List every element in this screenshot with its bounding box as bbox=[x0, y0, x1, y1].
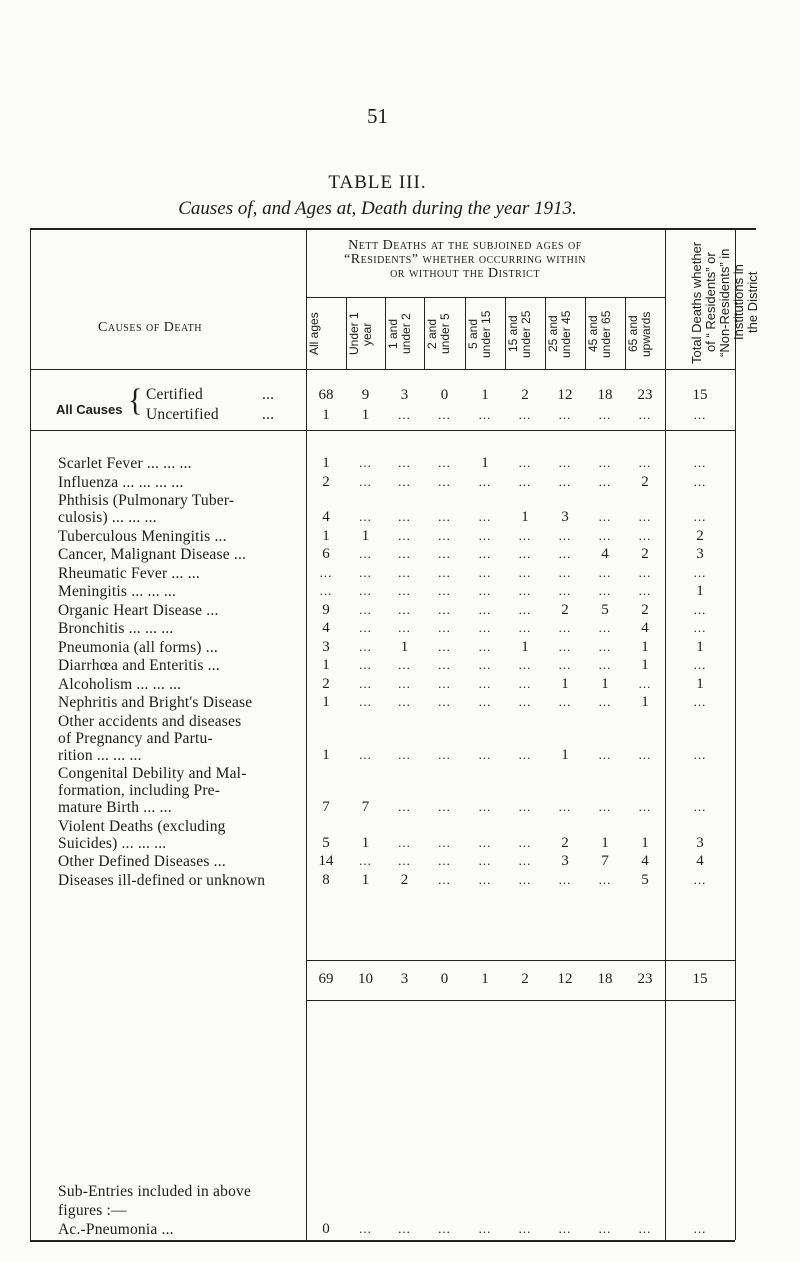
cause-value: ... bbox=[438, 657, 451, 672]
cause-value: 4 bbox=[641, 853, 649, 869]
cause-value: ... bbox=[598, 638, 612, 654]
cause-value: ... bbox=[398, 473, 411, 489]
cause-value: ... bbox=[518, 871, 532, 887]
cause-value: ... bbox=[518, 694, 532, 709]
cause-value: ... bbox=[359, 853, 372, 868]
certified-value: 0 bbox=[440, 387, 449, 403]
cause-value: 1 bbox=[641, 694, 649, 710]
cause-value: ... bbox=[598, 509, 612, 524]
cause-value: ... bbox=[638, 746, 652, 762]
cause-value: 1 bbox=[561, 746, 569, 763]
cause-label: Diseases ill-defined or unknown bbox=[58, 871, 266, 889]
cause-value: ... bbox=[638, 583, 652, 598]
cause-value: 7 bbox=[322, 799, 330, 815]
cause-value: 2 bbox=[641, 601, 649, 618]
table-title: TABLE III. bbox=[328, 172, 427, 193]
all-causes-brace: { bbox=[128, 383, 143, 418]
cause-value: 2 bbox=[322, 473, 330, 490]
cause-value: ... bbox=[398, 527, 411, 543]
cause-label: rition ... ... ... bbox=[58, 746, 142, 764]
uncertified-value: 1 bbox=[361, 407, 370, 423]
cause-value: ... bbox=[478, 583, 492, 598]
sub-entries-value: ... bbox=[478, 1221, 492, 1236]
header-causes: Causes of Death bbox=[98, 320, 202, 335]
cause-value: ... bbox=[398, 455, 411, 470]
cause-value: ... bbox=[359, 620, 372, 635]
total-value: 69 bbox=[318, 971, 334, 987]
cause-value: ... bbox=[398, 657, 411, 672]
cause-value: ... bbox=[558, 564, 572, 580]
cause-value: 4 bbox=[322, 620, 330, 636]
cause-value: ... bbox=[438, 694, 451, 709]
cause-value: ... bbox=[693, 746, 707, 762]
cause-value: ... bbox=[518, 799, 532, 814]
cause-value: ... bbox=[518, 834, 532, 850]
cause-label: formation, including Pre- bbox=[58, 782, 221, 799]
total-value: 2 bbox=[521, 971, 529, 987]
cause-value: ... bbox=[518, 546, 532, 561]
cause-value: ... bbox=[638, 675, 652, 691]
uncertified-value: ... bbox=[598, 407, 612, 422]
cause-value: ... bbox=[598, 657, 612, 672]
cause-value: ... bbox=[598, 564, 612, 580]
cause-value: ... bbox=[478, 509, 492, 524]
uncertified-value: 1 bbox=[322, 407, 330, 423]
header-total-deaths: Total Deaths whether of “ Residents” or “Non-Residents” in Institutions in the District bbox=[689, 241, 760, 364]
cause-value: 1 bbox=[361, 871, 370, 888]
cause-value: 3 bbox=[322, 638, 330, 655]
cause-value: ... bbox=[438, 853, 451, 868]
cause-value: ... bbox=[558, 638, 572, 654]
cause-value: 5 bbox=[641, 871, 649, 888]
cause-value: ... bbox=[693, 455, 707, 470]
cause-value: ... bbox=[359, 583, 372, 598]
cause-label: Violent Deaths (excluding bbox=[58, 817, 226, 835]
cause-label: culosis) ... ... ... bbox=[58, 509, 157, 526]
bottom-rule bbox=[30, 1240, 735, 1242]
cause-value: ... bbox=[693, 620, 707, 635]
cause-value: ... bbox=[398, 853, 411, 868]
cause-value: ... bbox=[558, 620, 572, 635]
cause-value: 2 bbox=[561, 601, 569, 618]
cause-label: Suicides) ... ... ... bbox=[58, 834, 167, 852]
cause-value: ... bbox=[598, 799, 612, 814]
causes-divider bbox=[306, 229, 307, 1240]
cause-value: ... bbox=[478, 620, 492, 635]
sub-entries-value: ... bbox=[359, 1221, 372, 1236]
cause-value: ... bbox=[398, 620, 411, 635]
cause-value: 6 bbox=[322, 546, 330, 562]
cause-value: ... bbox=[359, 546, 372, 561]
certified-value: 23 bbox=[637, 387, 653, 403]
sub-entries-value: ... bbox=[518, 1221, 532, 1236]
cause-value: ... bbox=[558, 583, 572, 598]
cause-value: ... bbox=[359, 694, 372, 709]
cause-value: ... bbox=[359, 657, 372, 672]
cause-value: ... bbox=[398, 799, 411, 814]
cause-value: ... bbox=[398, 694, 411, 709]
uncertified-value: ... bbox=[478, 407, 492, 422]
cause-value: ... bbox=[518, 564, 532, 580]
uncertified-value: ... bbox=[518, 407, 532, 422]
cause-value: ... bbox=[693, 601, 707, 617]
sub-entries-value: ... bbox=[398, 1221, 411, 1236]
header-group-label: Nett Deaths at the subjoined ages of “Residents” whether occurring within or without the District bbox=[344, 238, 586, 281]
age-column-header: 45 and under 65 bbox=[586, 310, 613, 358]
cause-value: ... bbox=[693, 509, 707, 524]
cause-value: 1 bbox=[641, 834, 649, 851]
cause-value: 2 bbox=[400, 871, 409, 888]
cause-value: 1 bbox=[696, 675, 704, 692]
cause-label: Other Defined Diseases ... bbox=[58, 853, 226, 870]
cause-value: 1 bbox=[601, 834, 609, 851]
cause-value: ... bbox=[438, 620, 451, 635]
cause-label: Phthisis (Pulmonary Tuber- bbox=[58, 492, 235, 509]
all-causes-bottom-rule bbox=[30, 430, 735, 431]
cause-value: 3 bbox=[696, 834, 704, 851]
cause-value: ... bbox=[438, 509, 451, 524]
cause-value: ... bbox=[598, 694, 612, 709]
cause-value: ... bbox=[558, 546, 572, 561]
cause-value: ... bbox=[558, 799, 572, 814]
sub-entries-value: 0 bbox=[322, 1221, 330, 1237]
cause-value: ... bbox=[598, 620, 612, 635]
age-column-header: 2 and under 5 bbox=[425, 313, 452, 355]
age-column-header: 25 and under 45 bbox=[546, 310, 573, 358]
cause-value: 4 bbox=[641, 620, 649, 636]
cause-value: 7 bbox=[361, 799, 370, 815]
uncertified-value: ... bbox=[693, 407, 707, 422]
cause-value: ... bbox=[558, 871, 572, 887]
sub-entries-label: figures :— bbox=[58, 1202, 127, 1219]
age-column-header: 1 and under 2 bbox=[386, 313, 413, 355]
cause-value: 1 bbox=[322, 455, 330, 471]
cause-value: ... bbox=[359, 509, 372, 524]
cause-value: ... bbox=[518, 746, 532, 762]
cause-value: 3 bbox=[696, 546, 704, 562]
certified-value: 9 bbox=[361, 387, 370, 403]
total-value: 12 bbox=[557, 971, 573, 987]
cause-value: 4 bbox=[322, 509, 330, 525]
cause-value: 1 bbox=[696, 583, 704, 599]
cause-value: ... bbox=[638, 799, 652, 814]
cause-value: 5 bbox=[601, 601, 609, 618]
certified-dots: ... bbox=[262, 386, 275, 403]
cause-value: ... bbox=[398, 564, 411, 580]
cause-label: Scarlet Fever ... ... ... bbox=[58, 455, 192, 472]
right-border bbox=[735, 229, 736, 1240]
cause-value: 2 bbox=[696, 527, 704, 544]
certified-value: 15 bbox=[692, 387, 708, 403]
cause-value: 1 bbox=[322, 657, 330, 673]
cause-value: ... bbox=[478, 564, 492, 580]
cause-value: ... bbox=[558, 527, 572, 543]
certified-value: 3 bbox=[400, 387, 409, 403]
page-number: 51 bbox=[367, 104, 388, 128]
cause-label: Congenital Debility and Mal- bbox=[58, 765, 247, 782]
cause-label: mature Birth ... ... bbox=[58, 799, 172, 816]
cause-value: ... bbox=[558, 657, 572, 672]
cause-value: ... bbox=[359, 746, 372, 762]
uncertified-value: ... bbox=[398, 407, 411, 422]
cause-value: 4 bbox=[696, 853, 704, 869]
cause-label: Rheumatic Fever ... ... bbox=[58, 564, 200, 582]
cause-value: ... bbox=[359, 675, 372, 691]
cause-value: ... bbox=[359, 473, 372, 489]
cause-label: Pneumonia (all forms) ... bbox=[58, 638, 218, 656]
cause-value: ... bbox=[478, 871, 492, 887]
table-subtitle: Causes of, and Ages at, Death during the year 1913. bbox=[178, 198, 577, 219]
cause-label: Nephritis and Bright's Disease bbox=[58, 694, 253, 711]
cause-value: ... bbox=[478, 853, 492, 868]
uncertified-value: ... bbox=[558, 407, 572, 422]
cause-value: ... bbox=[518, 620, 532, 635]
cause-value: ... bbox=[478, 746, 492, 762]
cause-label: Other accidents and diseases bbox=[58, 712, 242, 730]
sub-entries-value: ... bbox=[693, 1221, 707, 1236]
cause-value: ... bbox=[518, 527, 532, 543]
cause-value: 1 bbox=[521, 509, 529, 525]
cause-value: 1 bbox=[561, 675, 569, 692]
cause-value: ... bbox=[478, 675, 492, 691]
cause-value: ... bbox=[478, 638, 492, 654]
totals-top-rule bbox=[306, 960, 735, 961]
total-value: 3 bbox=[400, 971, 409, 987]
sub-entries-value: ... bbox=[438, 1221, 451, 1236]
cause-value: ... bbox=[359, 638, 372, 654]
cause-value: ... bbox=[518, 657, 532, 672]
cause-value: ... bbox=[438, 583, 451, 598]
cause-value: ... bbox=[518, 473, 532, 489]
cause-value: ... bbox=[398, 583, 411, 598]
age-group-rule bbox=[306, 297, 665, 298]
cause-label: Alcoholism ... ... ... bbox=[58, 675, 182, 693]
cause-label: of Pregnancy and Partu- bbox=[58, 729, 213, 747]
cause-value: 1 bbox=[361, 834, 370, 851]
cause-value: ... bbox=[638, 564, 652, 580]
sub-entries-label: Ac.-Pneumonia ... bbox=[58, 1221, 174, 1238]
cause-value: ... bbox=[693, 473, 707, 489]
cause-value: ... bbox=[398, 509, 411, 524]
cause-value: ... bbox=[438, 473, 451, 489]
top-rule bbox=[30, 228, 756, 230]
cause-value: ... bbox=[693, 694, 707, 709]
certified-value: 12 bbox=[557, 387, 573, 403]
cause-value: ... bbox=[438, 871, 451, 887]
cause-label: Influenza ... ... ... ... bbox=[58, 473, 184, 491]
cause-value: ... bbox=[478, 527, 492, 543]
cause-value: 1 bbox=[641, 638, 649, 655]
cause-value: ... bbox=[598, 871, 612, 887]
cause-value: 2 bbox=[641, 546, 649, 562]
age-column-header: 65 and upwards bbox=[626, 311, 653, 357]
cause-value: 4 bbox=[601, 546, 609, 562]
cause-value: ... bbox=[558, 694, 572, 709]
age-column-header: All ages bbox=[307, 312, 321, 356]
cause-value: ... bbox=[478, 601, 492, 617]
cause-value: 1 bbox=[601, 675, 609, 692]
cause-label: Diarrhœa and Enteritis ... bbox=[58, 657, 220, 674]
cause-label: Organic Heart Disease ... bbox=[58, 601, 219, 619]
cause-value: ... bbox=[598, 746, 612, 762]
cause-value: ... bbox=[478, 799, 492, 814]
age-column-header: 15 and under 25 bbox=[506, 310, 533, 358]
uncertified-value: ... bbox=[638, 407, 652, 422]
cause-value: ... bbox=[438, 527, 451, 543]
cause-value: 1 bbox=[361, 527, 370, 544]
cause-value: ... bbox=[518, 675, 532, 691]
cause-value: ... bbox=[598, 583, 612, 598]
cause-label: Tuberculous Meningitis ... bbox=[58, 527, 227, 545]
totals-bottom-rule bbox=[306, 1000, 735, 1001]
total-value: 0 bbox=[440, 971, 449, 987]
cause-value: 2 bbox=[561, 834, 569, 851]
certified-value: 1 bbox=[481, 387, 489, 403]
uncertified-label: Uncertified bbox=[146, 406, 219, 423]
total-value: 1 bbox=[481, 971, 489, 987]
cause-value: ... bbox=[598, 473, 612, 489]
sub-entries-value: ... bbox=[558, 1221, 572, 1236]
cause-value: 2 bbox=[322, 675, 330, 692]
cause-value: 7 bbox=[601, 853, 609, 869]
cause-value: ... bbox=[558, 473, 572, 489]
cause-value: ... bbox=[398, 601, 411, 617]
cause-value: ... bbox=[438, 564, 451, 580]
cause-value: ... bbox=[438, 799, 451, 814]
cause-value: ... bbox=[438, 601, 451, 617]
uncertified-value: ... bbox=[438, 407, 451, 422]
cause-value: 1 bbox=[521, 638, 529, 655]
all-causes-label: All Causes bbox=[56, 402, 123, 417]
cause-label: Cancer, Malignant Disease ... bbox=[58, 546, 247, 563]
cause-label: Meningitis ... ... ... bbox=[58, 583, 177, 600]
cause-value: ... bbox=[638, 455, 652, 470]
cause-value: ... bbox=[359, 564, 372, 580]
cause-value: ... bbox=[598, 455, 612, 470]
cause-value: ... bbox=[518, 601, 532, 617]
cause-value: ... bbox=[693, 871, 707, 887]
cause-value: 14 bbox=[318, 853, 334, 869]
age-column-header: 5 and under 15 bbox=[466, 310, 493, 358]
sub-entries-label: Sub-Entries included in above bbox=[58, 1183, 252, 1200]
total-value: 10 bbox=[358, 971, 373, 987]
cause-value: ... bbox=[638, 527, 652, 543]
cause-value: 1 bbox=[322, 746, 330, 763]
cause-value: ... bbox=[438, 675, 451, 691]
cause-value: ... bbox=[398, 834, 411, 850]
cause-value: 1 bbox=[641, 657, 649, 673]
header-bottom-rule bbox=[30, 369, 735, 370]
cause-value: ... bbox=[518, 583, 532, 598]
cause-value: 3 bbox=[561, 509, 569, 525]
cause-value: ... bbox=[438, 455, 451, 470]
total-divider bbox=[665, 229, 666, 1240]
total-value: 15 bbox=[692, 971, 708, 987]
cause-value: ... bbox=[478, 694, 492, 709]
cause-value: 8 bbox=[322, 871, 330, 888]
cause-value: ... bbox=[359, 601, 372, 617]
uncertified-dots: ... bbox=[262, 406, 275, 423]
cause-value: ... bbox=[438, 746, 451, 762]
cause-value: ... bbox=[398, 675, 411, 691]
total-value: 18 bbox=[597, 971, 613, 987]
cause-label: Bronchitis ... ... ... bbox=[58, 620, 174, 637]
cause-value: ... bbox=[438, 546, 451, 561]
cause-value: ... bbox=[693, 564, 707, 580]
certified-label: Certified bbox=[146, 386, 203, 403]
cause-value: ... bbox=[478, 657, 492, 672]
total-value: 23 bbox=[637, 971, 653, 987]
sub-entries-value: ... bbox=[598, 1221, 612, 1236]
certified-value: 68 bbox=[318, 387, 334, 403]
cause-value: ... bbox=[438, 638, 451, 654]
cause-value: 5 bbox=[322, 834, 330, 851]
cause-value: 2 bbox=[641, 473, 649, 490]
cause-value: ... bbox=[478, 834, 492, 850]
cause-value: ... bbox=[693, 657, 707, 672]
cause-value: 1 bbox=[481, 455, 489, 471]
cause-value: ... bbox=[438, 834, 451, 850]
cause-value: 1 bbox=[322, 694, 330, 710]
age-column-header: Under 1 year bbox=[347, 312, 374, 356]
cause-value: ... bbox=[398, 746, 411, 762]
cause-value: ... bbox=[598, 527, 612, 543]
cause-value: ... bbox=[359, 455, 372, 470]
cause-value: 1 bbox=[400, 638, 409, 655]
cause-value: 9 bbox=[322, 601, 330, 618]
cause-value: ... bbox=[693, 799, 707, 814]
cause-value: ... bbox=[478, 546, 492, 561]
cause-value: ... bbox=[518, 455, 532, 470]
cause-value: ... bbox=[319, 583, 333, 598]
certified-value: 2 bbox=[521, 387, 529, 403]
cause-value: 1 bbox=[322, 527, 330, 544]
cause-value: 1 bbox=[696, 638, 704, 655]
cause-value: 3 bbox=[561, 853, 569, 869]
cause-value: ... bbox=[558, 455, 572, 470]
cause-value: ... bbox=[518, 853, 532, 868]
cause-value: ... bbox=[319, 564, 333, 580]
certified-value: 18 bbox=[597, 387, 613, 403]
cause-value: ... bbox=[478, 473, 492, 489]
cause-value: ... bbox=[638, 509, 652, 524]
cause-value: ... bbox=[398, 546, 411, 561]
sub-entries-value: ... bbox=[638, 1221, 652, 1236]
left-border bbox=[30, 229, 31, 1240]
